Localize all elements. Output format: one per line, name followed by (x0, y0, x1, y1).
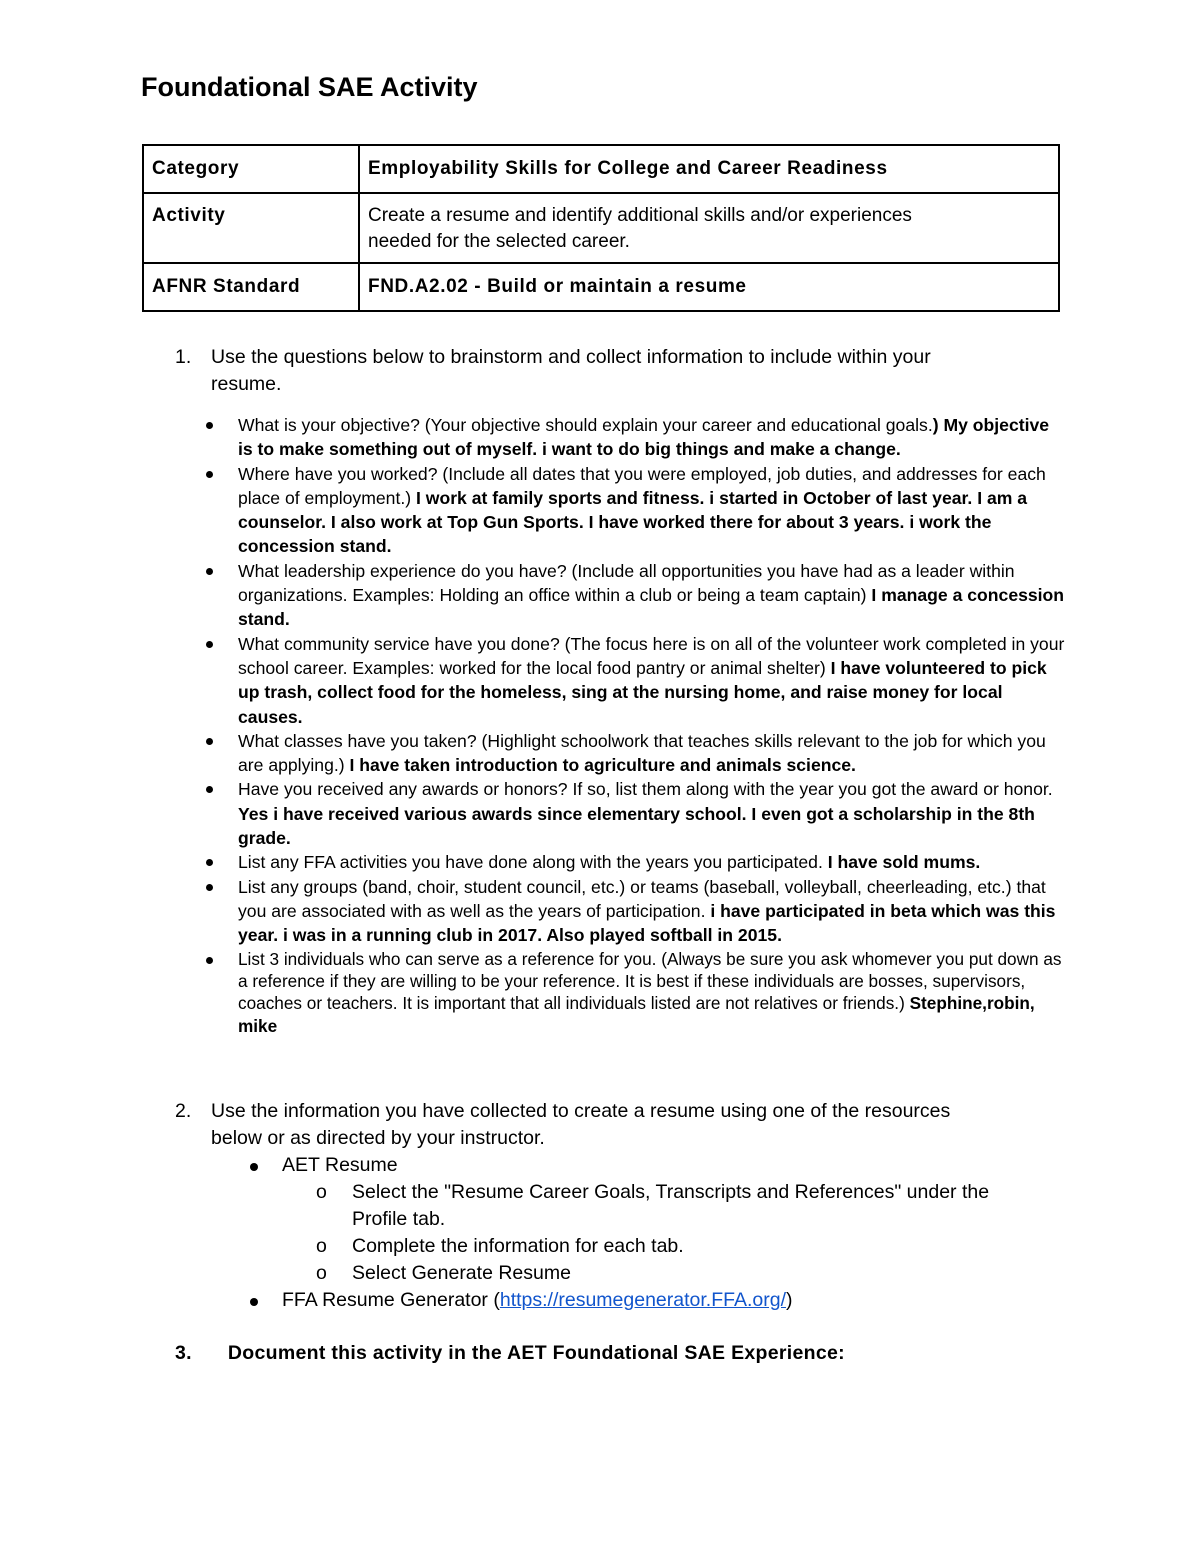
sub-bullet-marker: o (316, 1262, 327, 1284)
aet-step-3 (316, 1260, 1076, 1287)
brainstorm-list (206, 413, 1066, 1037)
question-2 (175, 1098, 1065, 1152)
aet-step-3-text: Select Generate Resume (352, 1262, 571, 1284)
bullet-icon (206, 471, 213, 478)
table-row-category (143, 145, 1059, 193)
aet-step-1 (316, 1179, 1076, 1233)
question-2-line2: below or as directed by your instructor. (211, 1127, 545, 1149)
sub-bullet-marker: o (316, 1181, 327, 1203)
question-3-text: Document this activity in the AET Foundational SAE Experience: (227, 1342, 845, 1364)
bullet-answer: I work at family sports and fitness. i started in October of last year. I am a counselor. I also work at Top Gun Sports. I have worked there for about 3 years. i work the concession stand. (238, 487, 1028, 557)
bullet-icon (206, 738, 213, 745)
question-1-line1: Use the questions below to brainstorm and collect information to include within your (211, 346, 931, 368)
aet-step-1-line2: Profile tab. (352, 1208, 446, 1230)
ffa-resume-label: FFA Resume Generator ( (282, 1289, 500, 1311)
activity-value-line2: needed for the selected career. (368, 231, 630, 252)
aet-step-2-text: Complete the information for each tab. (352, 1235, 684, 1257)
ffa-resume-text (282, 1287, 1070, 1314)
list-item (206, 850, 1066, 874)
standard-label: AFNR Standard (143, 263, 359, 311)
bullet-answer: ) My objective is to make something out of myself. i want to do big things and make a change. (238, 415, 1050, 460)
question-1-line2: resume. (211, 373, 282, 395)
bullet-icon (206, 641, 213, 648)
question-2-text (211, 1098, 1065, 1152)
bullet-prompt: What is your objective? (Your objective should explain your career and educational goals. (238, 415, 933, 435)
list-item (206, 462, 1066, 559)
aet-resume-item (250, 1152, 1070, 1179)
bullet-answer: i have participated in beta which was this year. i was in a running club in 2017. Also played softball in 2015. (238, 900, 1056, 946)
bullet-answer: I have taken introduction to agriculture and animals science. (349, 755, 856, 776)
bullet-prompt: List any FFA activities you have done along with the years you participated. (238, 852, 828, 873)
bullet-icon (250, 1163, 258, 1171)
page-title: Foundational SAE Activity (141, 72, 478, 102)
aet-step-2 (316, 1233, 1076, 1260)
question-3-number: 3. (175, 1342, 192, 1364)
bullet-prompt: What classes have you taken? (Highlight schoolwork that teaches skills relevant to the job for which you are applying.) (238, 730, 1046, 776)
ffa-resume-item (250, 1287, 1070, 1314)
question-1-text (211, 344, 1065, 398)
question-2-line1: Use the information you have collected to create a resume using one of the resources (211, 1100, 951, 1122)
category-label: Category (143, 145, 359, 193)
sub-bullet-marker: o (316, 1235, 327, 1257)
aet-step-1-text (352, 1179, 1076, 1233)
bullet-icon (206, 859, 213, 866)
table-row-standard (143, 263, 1059, 311)
bullet-answer: Yes i have received various awards since elementary school. I even got a scholarship in the 8th grade. (238, 803, 1035, 849)
bullet-prompt: List 3 individuals who can serve as a reference for you. (Always be sure you ask whomever you put down as a reference if they are willing to be your reference. It is best if these individuals are bosses, supervisors, coaches or teachers. It is important that all individuals listed are not relatives or friends.) (238, 948, 1062, 1014)
activity-value-line1: Create a resume and identify additional skills and/or experiences (368, 205, 912, 226)
aet-step-1-line1: Select the "Resume Career Goals, Transcripts and References" under the (352, 1181, 990, 1203)
bullet-prompt: List any groups (band, choir, student council, etc.) or teams (baseball, volleyball, cheerleading, etc.) that you are associated with as well as the years of participation. (238, 876, 1046, 921)
ffa-resume-link[interactable]: https://resumegenerator.FFA.org/ (499, 1289, 786, 1311)
category-value: Employability Skills for College and Career Readiness (359, 145, 1059, 193)
question-1-number: 1. (175, 346, 192, 368)
list-item (206, 559, 1066, 632)
bullet-prompt: Where have you worked? (Include all dates that you were employed, job duties, and addresses for each place of employment.) (238, 463, 1046, 508)
standard-value: FND.A2.02 - Build or maintain a resume (359, 263, 1059, 311)
bullet-answer: I have volunteered to pick up trash, collect food for the homeless, sing at the nursing home, and raise money for local causes. (238, 657, 1047, 727)
bullet-icon (206, 422, 213, 429)
bullet-prompt: What community service have you done? (The focus here is on all of the volunteer work completed in your school career. Examples: worked for the local food pantry or animal shelter) (238, 633, 1065, 678)
question-3 (175, 1340, 845, 1367)
ffa-resume-label-end: ) (785, 1289, 793, 1311)
activity-value (359, 193, 1059, 263)
list-item (206, 948, 1066, 1038)
bullet-icon (250, 1298, 258, 1306)
activity-info-table (142, 144, 1060, 312)
list-item (206, 632, 1066, 729)
bullet-icon (206, 957, 213, 964)
bullet-icon (206, 786, 213, 793)
list-item (206, 413, 1066, 462)
bullet-icon (206, 884, 213, 891)
aet-resume-label: AET Resume (282, 1154, 398, 1176)
list-item (206, 875, 1066, 948)
activity-label: Activity (143, 193, 359, 263)
table-row-activity (143, 193, 1059, 263)
bullet-answer: I have sold mums. (827, 852, 981, 873)
list-item (206, 777, 1066, 850)
question-2-number: 2. (175, 1100, 192, 1122)
bullet-answer: Stephine,robin, mike (238, 993, 1035, 1036)
bullet-answer: I manage a concession stand. (238, 585, 1065, 630)
bullet-prompt: Have you received any awards or honors? If so, list them along with the year you got the award or honor. (238, 779, 1053, 800)
bullet-icon (206, 568, 213, 575)
list-item (206, 729, 1066, 778)
question-1 (175, 344, 1065, 398)
bullet-prompt: What leadership experience do you have? (Include all opportunities you have had as a leader within organizations. Examples: Holding an office within a club or being a team captain) (238, 560, 1015, 606)
